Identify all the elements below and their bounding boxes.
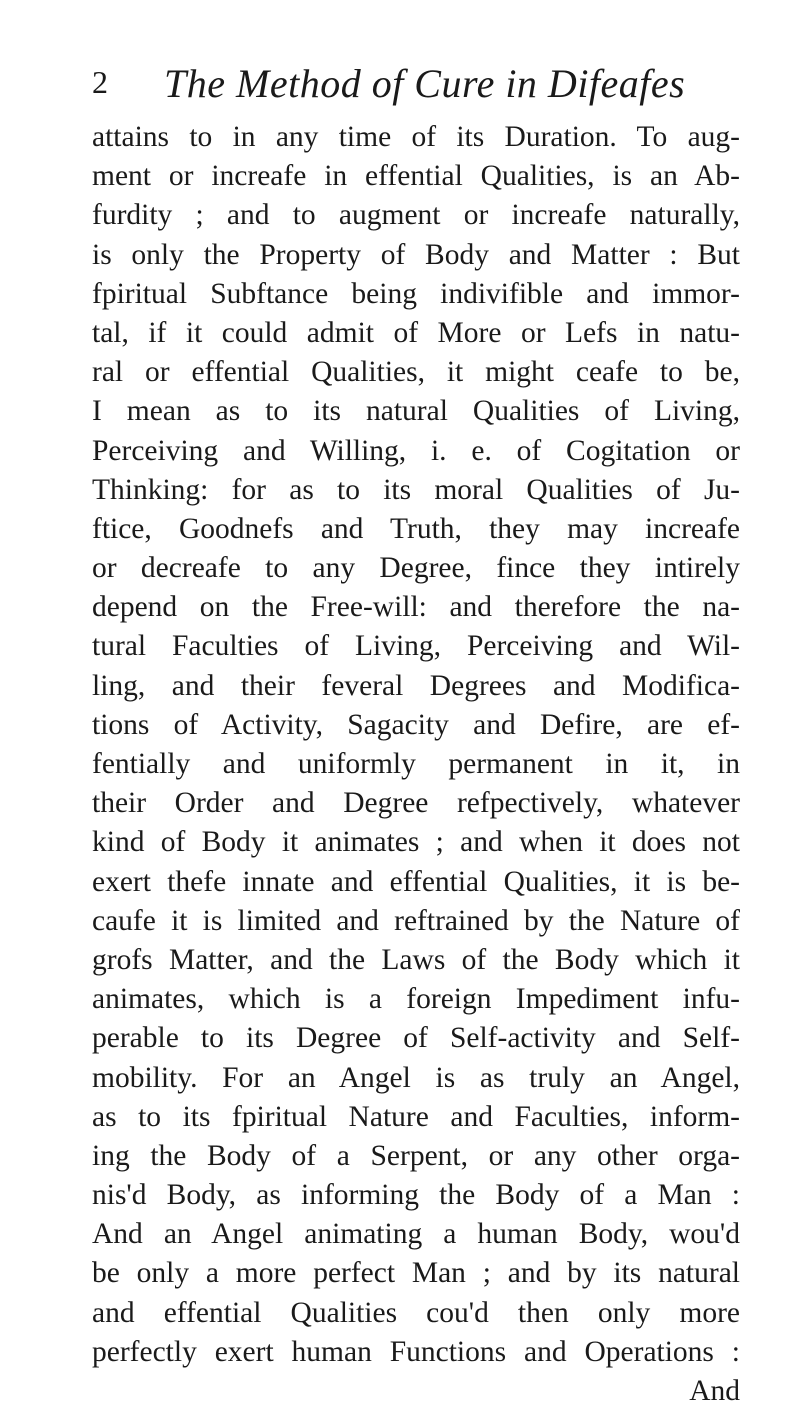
text-line: Perceiving and Willing, i. e. of Cogitation or [92,434,740,467]
text-line: grofs Matter, and the Laws of the Body which it [92,943,740,976]
text-line: or decreafe to any Degree, fince they intirely [92,552,740,585]
text-line: ment or increafe in effential Qualities, is an Ab- [92,160,740,193]
text-line: their Order and Degree refpectively, whatever [92,787,740,820]
text-line: is only the Property of Body and Matter : But [92,238,740,271]
text-line: perable to its Degree of Self-activity and Self- [92,1022,740,1055]
text-line: I mean as to its natural Qualities of Living, [92,395,740,428]
text-line: as to its fpiritual Nature and Faculties, inform- [92,1100,740,1133]
text-line: And an Angel animating a human Body, wou'd [92,1218,740,1251]
text-line: ing the Body of a Serpent, or any other orga- [92,1139,740,1172]
text-line: animates, which is a foreign Impediment infu- [92,983,740,1016]
text-line: depend on the Free-will: and therefore the na- [92,591,740,624]
text-line: fentially and uniformly permanent in it, in [92,748,740,780]
text-line: ling, and their feveral Degrees and Modifica- [92,669,740,702]
text-line: fpiritual Subftance being indivifible and immor- [92,277,740,310]
text-line: and effential Qualities cou'd then only more [92,1296,740,1329]
text-line: ftice, Goodnefs and Truth, they may increafe [92,512,740,545]
text-line: attains to in any time of its Duration. To aug- [92,121,740,153]
page-number: 2 [92,64,108,100]
body-text [92,118,740,1411]
text-line: exert thefe innate and effential Qualities, it is be- [92,865,740,898]
text-line: perfectly exert human Functions and Operations : [92,1335,740,1368]
running-title: The Method of Cure in Difeafes [164,61,686,106]
text-line: tural Faculties of Living, Perceiving and Wil- [92,630,740,663]
text-line: mobility. For an Angel is as truly an Angel, [92,1061,740,1094]
text-line: nis'd Body, as informing the Body of a Man : [92,1179,740,1212]
page-header [92,61,732,114]
text-line: tal, if it could admit of More or Lefs in natu- [92,316,740,349]
catchword: And [689,1375,740,1407]
text-line: ral or effential Qualities, it might ceafe to be, [92,356,740,389]
text-line: kind of Body it animates ; and when it does not [92,826,740,859]
text-line: be only a more perfect Man ; and by its natural [92,1257,740,1290]
text-line: Thinking: for as to its moral Qualities of Ju- [92,473,740,506]
text-line: furdity ; and to augment or increafe naturally, [92,199,740,232]
text-line: caufe it is limited and reftrained by the Nature of [92,904,740,937]
text-line: tions of Activity, Sagacity and Defire, are ef- [92,708,740,741]
